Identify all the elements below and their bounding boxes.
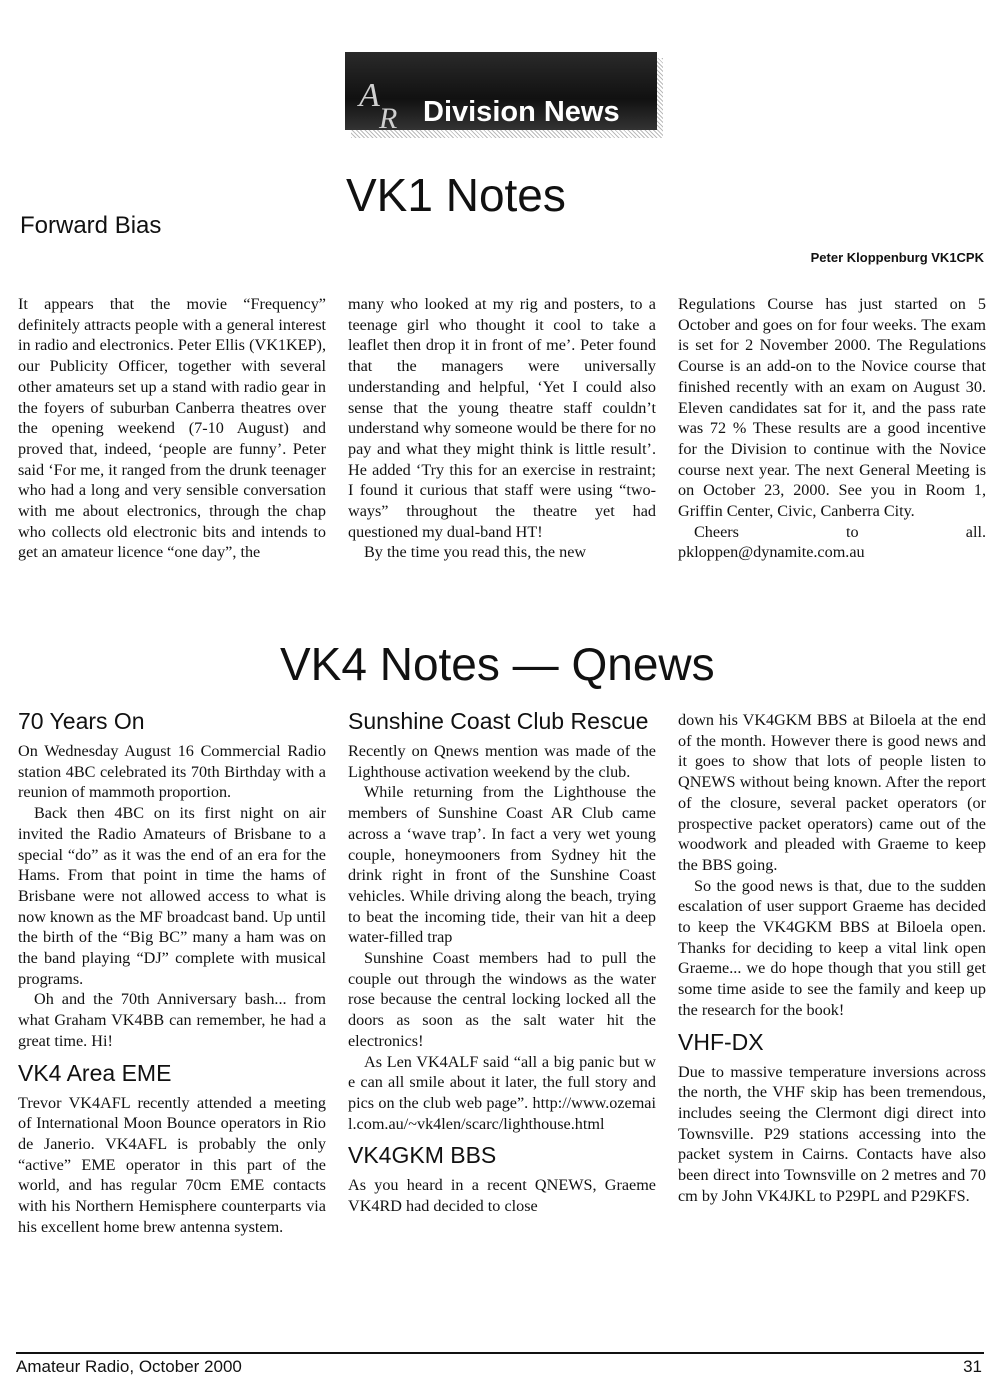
ar-logo-r: R bbox=[379, 102, 398, 132]
vk1-col2-para-1: many who looked at my rig and posters, to a teenage girl who thought it cool to take a leaflet then drop it in front of me’. Peter found that the managers were universally understanding and helpful, ‘Yet I could also sense that the young theatre staff couldn’t understand why someone would be there for no pay and what they might think is little result’. He added ‘Try this for an exercise in restraint; I found it curious that staff were using “two-ways” throughout the theatre yet had questioned my dual-band HT! bbox=[348, 295, 656, 541]
vk1-col3-closing: Cheers to all. bbox=[694, 522, 986, 541]
vk4-col2-para-5: As you heard in a recent QNEWS, Graeme VK4RD had decided to close bbox=[348, 1176, 656, 1216]
vk4-col3-heading-1: VHF-DX bbox=[678, 1028, 764, 1055]
vk4-col1-para-3: Oh and the 70th Anniversary bash... from what Graham VK4BB can remember, he had a great time. Hi! bbox=[18, 990, 326, 1050]
vk1-col1-para-1: It appears that the movie “Frequency” definitely attracts people with a general interest in radio and electronics. Peter Ellis (VK1KEP), our Publicity Officer, together with several other amateurs set up a stand with radio gear in the foyers of suburban Canberra theatres over the opening weekend (7-10 August) and proved that, indeed, ‘people are funny’. Peter said ‘For me, it ranged from the drunk teenager who had a long and very sensible conversation with me about electronics, through the chap who collects old electronic bits and intends to get an amateur licence “one day”, the bbox=[18, 295, 326, 562]
vk4-col2-para-4: As Len VK4ALF said “all a big panic but we can all smile about it later, the full story and pics on the club web page”. http://www.ozemail.com.au/~vk4len/scarc/lighthouse.html bbox=[348, 1052, 656, 1133]
footer-rule bbox=[16, 1352, 984, 1354]
vk1-col3-para-1: Regulations Course has just started on 5 October and goes on for four weeks. The exam is set for 2 November 2000. The Regulations Course is an add-on to the Novice course that finished recently with an exam on August 30. Eleven candidates sat for it, and the pass rate was 72 % These results are a good incentive for the Division to continue with the Novice course next year. The next General Meeting is on October 23, 2000. See you in Room 1, Griffin Center, Civic, Canberra City. bbox=[678, 295, 986, 521]
vk4-col1-para-4: Trevor VK4AFL recently attended a meeting of International Moon Bounce operators in Rio de Janerio. VK4AFL is probably the only “active” EME operator in this part of the world, and has regular 70cm EME contacts with his Northern Hemisphere counterparts via his excellent home brew antenna system. bbox=[18, 1093, 326, 1236]
vk1-column-2 bbox=[348, 294, 656, 563]
vk4-column-3 bbox=[678, 710, 986, 1206]
vk4-column-1 bbox=[18, 706, 326, 1237]
vk4-title: VK4 Notes — Qnews bbox=[280, 638, 715, 690]
banner-title: Division News bbox=[423, 96, 620, 128]
vk1-col2-para-2: By the time you read this, the new bbox=[364, 543, 587, 562]
vk1-byline: Peter Kloppenburg VK1CPK bbox=[810, 250, 984, 265]
vk4-column-2 bbox=[348, 706, 656, 1217]
vk1-subtitle: Forward Bias bbox=[20, 212, 162, 239]
vk4-col2-para-1: Recently on Qnews mention was made of the Lighthouse activation weekend by the club. bbox=[348, 742, 656, 781]
vk4-col3-para-2: So the good news is that, due to the sudden escalation of user support Graeme has decided to keep the VK4GKM BBS at Biloela open. Thanks for deciding to keep a vital link open Graeme... we do hope though that you still get some time aside to see the family and keep up the research for the book! bbox=[678, 876, 986, 1019]
vk4-col2-heading-2: VK4GKM BBS bbox=[348, 1142, 497, 1169]
vk4-col1-para-2: Back then 4BC on its first night on air invited the Radio Amateurs of Brisbane to a special “do” as it was the end of an era for the Hams. From that point in time the hams of Brisbane were not allowed access to what is now known as the MF broadcast band. Up until the birth of the “Big BC” many a ham was on the band playing “DJ” complete with musical programs. bbox=[18, 804, 326, 988]
footer-page-number: 31 bbox=[963, 1357, 982, 1376]
ar-logo-a: A bbox=[359, 77, 380, 114]
vk4-col1-heading-1: 70 Years On bbox=[18, 708, 145, 734]
footer-publication: Amateur Radio, October 2000 bbox=[16, 1357, 242, 1376]
division-news-banner bbox=[345, 52, 663, 138]
vk1-column-3 bbox=[678, 294, 986, 563]
ar-logo bbox=[357, 74, 417, 132]
vk4-col1-heading-2: VK4 Area EME bbox=[18, 1059, 172, 1086]
vk4-col3-para-3: Due to massive temperature inversions across the north, the VHF skip has been tremendous, includes seeing the Clermont digi direct into Townsville. P29 stations accessing into the packet system in Cairns. Contacts have also been direct into Townsville on 2 metres and 70 cm by John VK4JKL to P29PL and P29KFS. bbox=[678, 1062, 986, 1205]
banner-box bbox=[345, 52, 657, 130]
vk4-col3-para-1: down his VK4GKM BBS at Biloela at the end of the month. However there is good news and it goes to show that lots of people listen to QNEWS without being known. After the report of the closure, several packet operators (or prospective packet operators) came out of the woodwork and pleaded with Graeme to keep the BBS going. bbox=[678, 711, 986, 874]
vk4-col2-para-2: While returning from the Lighthouse the members of Sunshine Coast AR Club came across a ‘wave trap’. In fact a very wet young couple, honeymooners from Sydney hit the drink right in front of the Sunshine Coast vehicles. While driving along the beach, trying to beat the incoming tide, their van hit a deep water-filled trap bbox=[348, 783, 656, 947]
vk4-col1-para-1: On Wednesday August 16 Commercial Radio station 4BC celebrated its 70th Birthday with a reunion of mammoth proportion. bbox=[18, 742, 326, 802]
vk4-col2-heading-1: Sunshine Coast Club Rescue bbox=[348, 708, 649, 734]
vk1-col3-email: pkloppen@dynamite.com.au bbox=[678, 543, 865, 562]
vk4-col2-para-3: Sunshine Coast members had to pull the couple out through the windows as the water rose because the central locking locked all the doors as soon as the salt water hit the electronics! bbox=[348, 949, 656, 1050]
vk1-title: VK1 Notes bbox=[346, 169, 566, 221]
vk1-column-1 bbox=[18, 294, 326, 563]
